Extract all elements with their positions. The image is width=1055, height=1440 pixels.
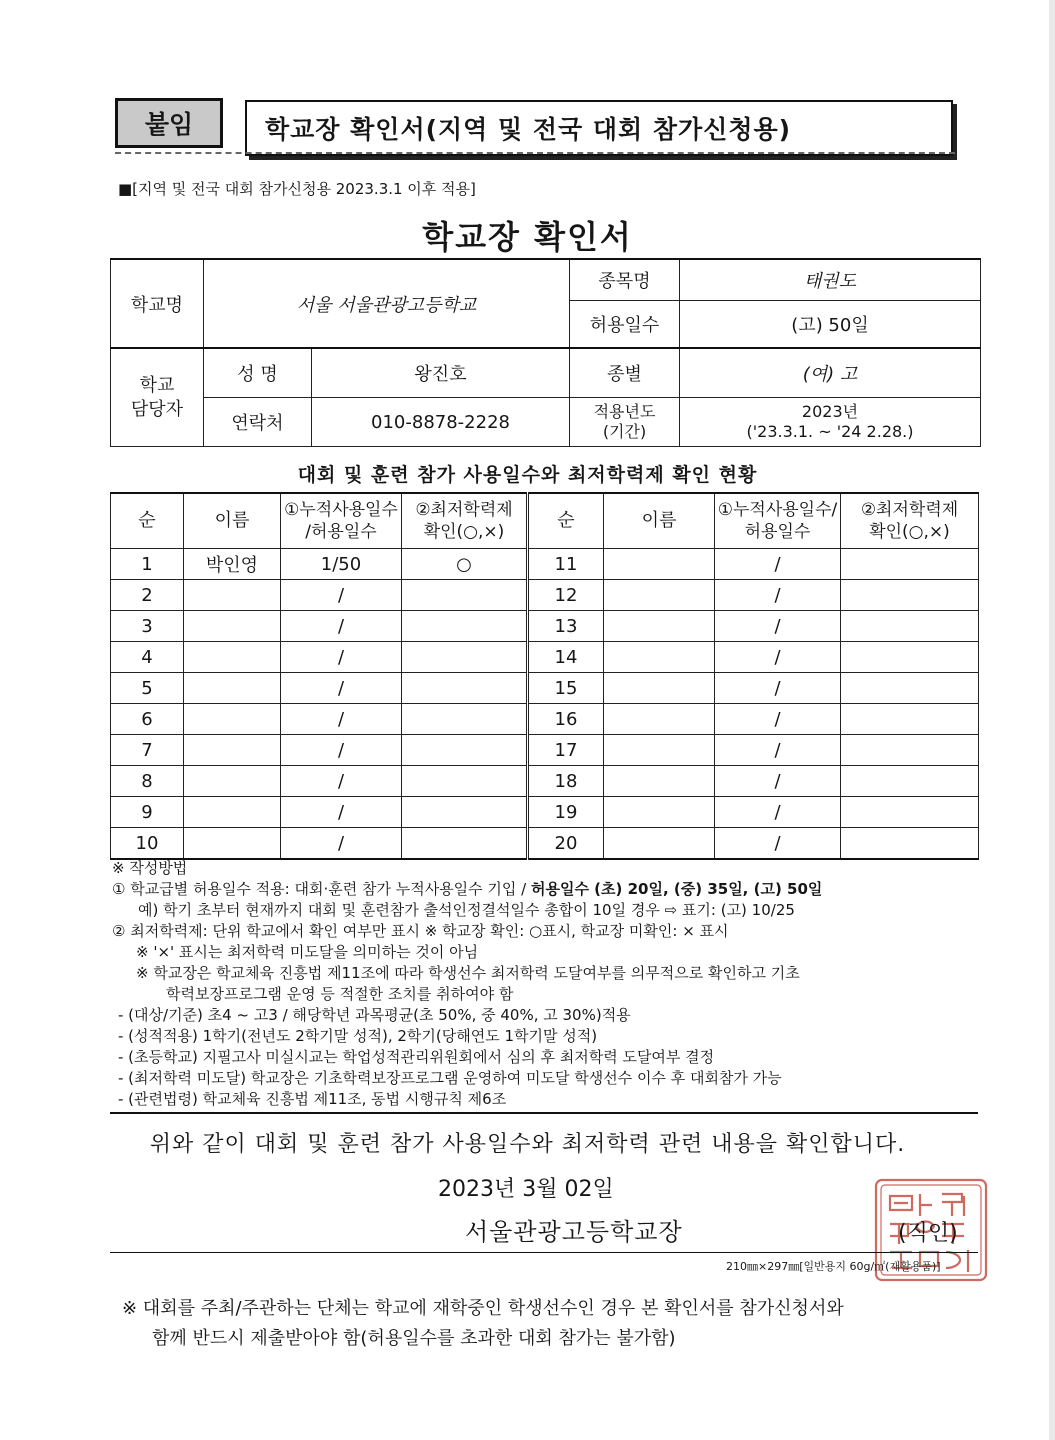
col-name: 이름 [184,493,281,549]
instruction-4-cont: 학력보장프로그램 운영 등 적절한 조치를 취하여야 함 [166,985,514,1003]
principal-name: 서울관광고등학교장 [465,1218,683,1246]
cell-name [184,611,281,642]
cell-check [402,580,528,611]
cell-name: 박인영 [184,549,281,580]
contact-label: 연락처 [204,398,312,447]
info-table [110,258,981,447]
header-divider [115,152,955,154]
cell-no: 12 [528,580,604,611]
instruction-1-example: 예) 학기 초부터 현재까지 대회 및 훈련참가 출석인정결석일수 총합이 10일 경우 ⇨ 표기: (고) 10/25 [138,901,795,919]
table-row [111,580,979,611]
col-no: 순 [111,493,184,549]
name-value: 왕진호 [312,348,570,398]
cell-name [184,673,281,704]
detail-2: - (성적적용) 1학기(전년도 2학기말 성적), 2학기(당해연도 1학기말 성적) [118,1027,598,1045]
table-row [111,611,979,642]
cell-days: / [715,735,841,766]
cell-no: 3 [111,611,184,642]
col-check: ②최저학력제 확인(○,×) [402,493,528,549]
cell-check [841,704,979,735]
form-heading: 학교장 확인서(지역 및 전국 대회 참가신청용) [245,100,953,156]
col-check: ②최저학력제 확인(○,×) [841,493,979,549]
cell-name [184,704,281,735]
instruction-1 [112,879,822,900]
cell-no: 13 [528,611,604,642]
cell-check [402,704,528,735]
period-value [680,398,981,447]
cell-name [184,580,281,611]
cell-days: / [715,797,841,828]
school-value: 서울 서울관광고등학교 [204,259,570,348]
school-label: 학교명 [111,259,204,348]
allowed-days-value: (고) 50일 [680,301,981,349]
category-value: (여) 고 [680,348,981,398]
cell-no: 8 [111,766,184,797]
cell-check [841,642,979,673]
cell-name [604,580,715,611]
manager-label: 학교 담당자 [111,348,204,447]
table-row [111,797,979,828]
submission-note-line-2: 함께 반드시 제출받아야 함(허용일수를 초과한 대회 참가는 불가함) [152,1328,676,1349]
table-row [111,735,979,766]
cell-no: 14 [528,642,604,673]
cell-check [402,735,528,766]
allowed-days-label: 허용일수 [570,301,680,349]
submission-note-line-1: ※ 대회를 주최/주관하는 단체는 학교에 재학중인 학생선수인 경우 본 확인서를 참가신청서와 [122,1298,844,1319]
cell-name [184,735,281,766]
table-header-row [111,493,979,549]
seal-label: (직인) [898,1221,958,1246]
col-no: 순 [528,493,604,549]
issue-date: 2023년 3월 02일 [438,1177,614,1202]
cell-days: / [281,580,402,611]
cell-name [604,673,715,704]
cell-check [402,828,528,860]
cell-days: / [715,766,841,797]
col-days: ①누적사용일수/ 허용일수 [715,493,841,549]
table-row [111,642,979,673]
event-value: 태권도 [680,259,981,301]
cell-days: / [281,735,402,766]
cell-name [604,766,715,797]
cell-check [841,580,979,611]
cell-days: / [715,673,841,704]
cell-check [841,549,979,580]
cell-no: 6 [111,704,184,735]
instructions-heading: ※ 작성방법 [112,859,188,877]
table-row [111,766,979,797]
cell-name [184,797,281,828]
period-year: 2023년 [801,402,859,421]
cell-name [604,828,715,860]
cell-days: / [715,642,841,673]
table-row [111,549,979,580]
cell-check: ○ [402,549,528,580]
cell-days: / [715,549,841,580]
paper-spec: 210㎜×297㎜[일반용지 60g/㎡(재활용품)] [726,1260,941,1273]
cell-days: / [715,580,841,611]
section-title: 대회 및 훈련 참가 사용일수와 최저학력제 확인 현황 [297,464,758,486]
usage-table [110,492,979,860]
cell-name [604,642,715,673]
applicability-note: ■[지역 및 전국 대회 참가신청용 2023.3.1 이후 적용] [118,180,476,198]
cell-name [184,828,281,860]
cell-days: / [715,611,841,642]
cell-name [604,797,715,828]
cell-days: / [281,611,402,642]
cell-check [841,766,979,797]
table-row [111,828,979,860]
cell-check [841,611,979,642]
cell-check [841,828,979,860]
cell-days: / [281,673,402,704]
contact-value: 010-8878-2228 [312,398,570,447]
cell-days: / [715,828,841,860]
cell-name [604,704,715,735]
instruction-1-bold: 허용일수 (초) 20일, (중) 35일, (고) 50일 [531,880,823,898]
cell-no: 5 [111,673,184,704]
cell-name [604,549,715,580]
cell-no: 2 [111,580,184,611]
attachment-label: 붙임 [115,98,223,148]
cell-days: / [715,704,841,735]
cell-check [402,642,528,673]
cell-no: 16 [528,704,604,735]
cell-check [402,611,528,642]
table-body [111,549,979,860]
cell-no: 15 [528,673,604,704]
cell-no: 18 [528,766,604,797]
instructions [112,858,822,1110]
cell-no: 20 [528,828,604,860]
cell-check [841,797,979,828]
notes-divider [110,1112,978,1114]
confirmation-statement: 위와 같이 대회 및 훈련 참가 사용일수와 최저학력 관련 내용을 확인합니다. [149,1132,906,1157]
cell-no: 17 [528,735,604,766]
col-days: ①누적사용일수 /허용일수 [281,493,402,549]
detail-3: - (초등학교) 지필고사 미실시교는 학업성적관리위원회에서 심의 후 최저학력 도달여부 결정 [118,1048,715,1066]
table-row [111,704,979,735]
period-label: 적용년도 (기간) [570,398,680,447]
cell-name [184,766,281,797]
name-label: 성 명 [204,348,312,398]
cell-name [604,735,715,766]
cell-name [604,611,715,642]
cell-no: 19 [528,797,604,828]
cell-no: 9 [111,797,184,828]
event-label: 종목명 [570,259,680,301]
cell-check [402,673,528,704]
instruction-2: ② 최저학력제: 단위 학교에서 확인 여부만 표시 ※ 학교장 확인: ○표시, 학교장 미확인: × 표시 [112,922,729,940]
cell-no: 7 [111,735,184,766]
submission-note [122,1294,844,1354]
cell-days: 1/50 [281,549,402,580]
cell-days: / [281,797,402,828]
category-label: 종별 [570,348,680,398]
cell-name [184,642,281,673]
instruction-3: ※ '×' 표시는 최저학력 미도달을 의미하는 것이 아님 [136,943,479,961]
page-title: 학교장 확인서 [422,218,633,256]
cell-check [402,766,528,797]
cell-check [402,797,528,828]
cell-days: / [281,642,402,673]
instruction-4: ※ 학교장은 학교체육 진흥법 제11조에 따라 학생선수 최저학력 도달여부를 의무적으로 확인하고 기초 [136,964,800,982]
cell-no: 4 [111,642,184,673]
cell-no: 11 [528,549,604,580]
detail-4: - (최저학력 미도달) 학교장은 기초학력보장프로그램 운영하여 미도달 학생선수 이수 후 대회참가 가능 [118,1069,782,1087]
instruction-1-text: ① 학교급별 허용일수 적용: 대회·훈련 참가 누적사용일수 기입 / [112,880,531,898]
cell-no: 10 [111,828,184,860]
detail-1: - (대상/기준) 초4 ~ 고3 / 해당학년 과목평균(초 50%, 중 40%, 고 30%)적용 [118,1006,631,1024]
bottom-divider [110,1252,978,1253]
cell-check [841,735,979,766]
period-range: ('23.3.1. ~ '24 2.28.) [746,422,914,441]
col-name: 이름 [604,493,715,549]
cell-no: 1 [111,549,184,580]
cell-days: / [281,828,402,860]
cell-days: / [281,704,402,735]
cell-days: / [281,766,402,797]
cell-check [841,673,979,704]
detail-5: - (관련법령) 학교체육 진흥법 제11조, 동법 시행규칙 제6조 [118,1090,507,1108]
table-row [111,673,979,704]
